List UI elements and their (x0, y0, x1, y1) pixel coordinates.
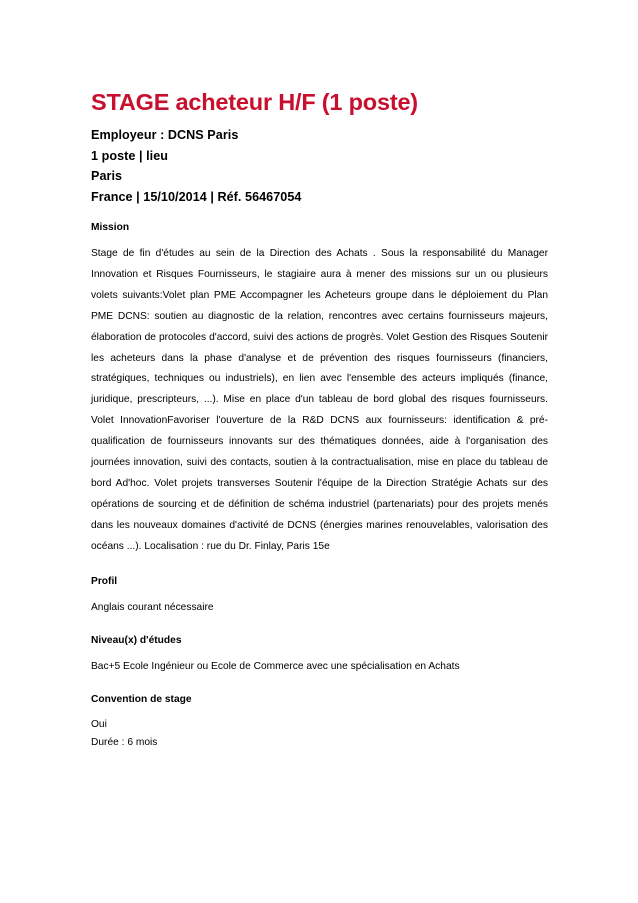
section-convention-stage (91, 693, 548, 753)
section-body-convention-duration: Durée : 6 mois (91, 737, 158, 749)
city-line: Paris (91, 169, 123, 183)
section-heading-niveau-etudes: Niveau(x) d'études (91, 634, 182, 646)
section-heading-mission: Mission (91, 222, 130, 233)
page-title: STAGE acheteur H/F (1 poste) (91, 89, 418, 115)
section-niveau-etudes (91, 634, 548, 676)
section-body-mission: Stage de fin d'études au sein de la Direction des Achats . Sous la responsabilité du Manager Innovation et Risques Fournisseurs, le stagiaire aura à mener des missions sur un ou plusieurs volets suivants:Volet plan PME Accompagner les Acheteurs groupe dans le déploiement du Plan PME DCNS: soutien au diagnostic de la relation, rencontres avec certains fournisseurs majeurs, élaboration de protocoles d'accord, suivi des actions de progrès. Volet Gestion des Risques Soutenir les acheteurs dans la phase d'analyse et de prévention des risques fournisseurs (financiers, stratégiques, techniques ou industriels), en lien avec l'ensemble des acteurs impliqués (finance, juridique, prescripteurs, ...). Mise en place d'un tableau de bord global des risques fournisseurs. Volet InnovationFavoriser l'ouverture de la R&D DCNS aux fournisseurs: identification & pré-qualification de fournisseurs innovants sur des thématiques données, aide à l'organisation des journées innovation, suivi des contacts, soutien à la contractualisation, mise en place du tableau de bord Ad'hoc. Volet projets transverses Soutenir l'équipe de la Direction Stratégie Achats sur des opérations de sourcing et de définition de schéma industriel (partenariats) pour des projets menés dans les nouveaux domaines d'activité de DCNS (énergies marines renouvelables, valorisation des océans ...). Localisation : rue du Dr. Finlay, Paris 15e (91, 248, 548, 552)
employer-line: Employeur : DCNS Paris (91, 128, 239, 142)
section-heading-profil: Profil (91, 575, 118, 587)
section-mission (91, 221, 548, 558)
section-profil (91, 575, 548, 617)
section-body-convention-yes: Oui (91, 718, 107, 730)
section-body-niveau-etudes: Bac+5 Ecole Ingénieur ou Ecole de Commerce avec une spécialisation en Achats (91, 660, 460, 672)
positions-line: 1 poste | lieu (91, 148, 169, 163)
job-meta-block (91, 125, 548, 207)
reference-line: France | 15/10/2014 | Réf. 56467054 (91, 189, 302, 204)
section-heading-convention-stage: Convention de stage (91, 693, 192, 705)
section-body-profil: Anglais courant nécessaire (91, 601, 214, 613)
